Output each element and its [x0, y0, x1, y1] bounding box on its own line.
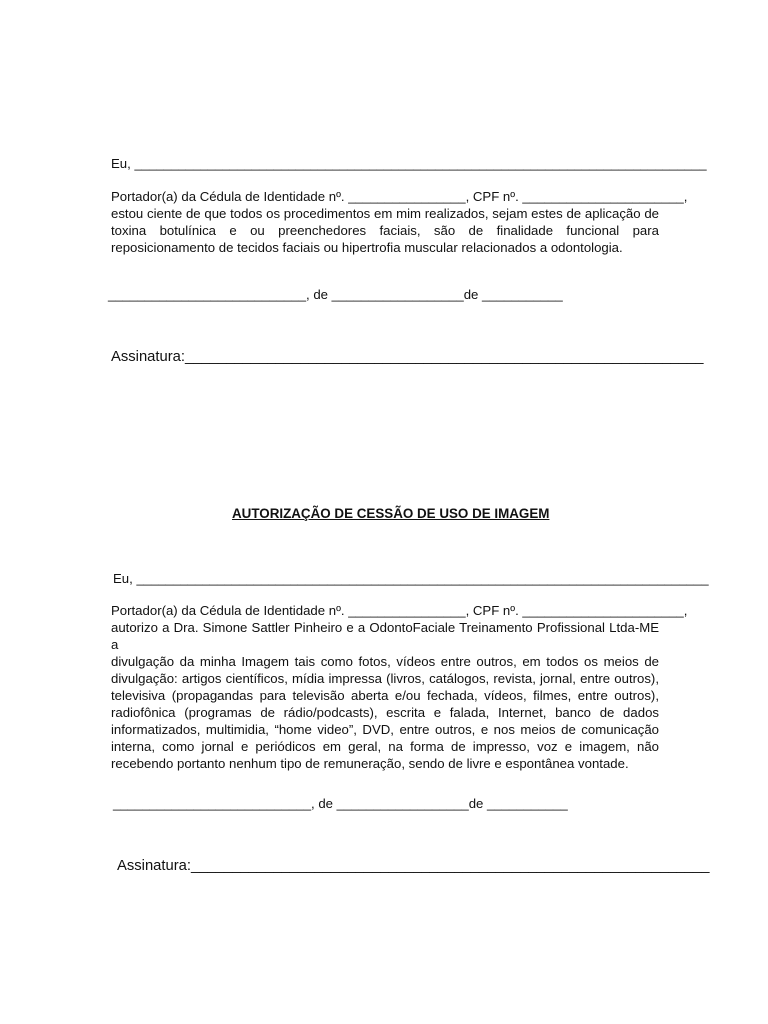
s1-body-line: toxina botulínica e ou preenchedores faciais, são de finalidade funcional para	[111, 223, 659, 238]
s2-body-paragraph	[111, 619, 659, 772]
s2-date-line: ___________________________, de __________________de ___________	[113, 796, 568, 811]
s1-body-paragraph	[111, 205, 659, 256]
s2-body-line: radiofônica (programas de rádio/podcasts), escrita e falada, Internet, banco de dados	[111, 705, 659, 720]
s2-body-line: interna, como jornal e periódicos em geral, na forma de impresso, voz e imagem, não	[111, 739, 659, 754]
s2-portador-line: Portador(a) da Cédula de Identidade nº. ________________, CPF nº. ______________________,	[111, 603, 688, 618]
s2-eu-line: Eu, ______________________________________________________________________________	[113, 571, 709, 586]
s2-body-line: informatizados, multimidia, “home video”, DVD, entre outros, e nos meios de comunicação	[111, 722, 659, 737]
s2-body-line: autorizo a Dra. Simone Sattler Pinheiro e a OdontoFaciale Treinamento Profissional Ltda-ME a	[111, 620, 659, 652]
s2-signature-line: Assinatura:_______________________________________________________________	[117, 858, 710, 874]
s2-body-line: televisiva (propagandas para televisão aberta e/ou fechada, vídeos, filmes, entre outros),	[111, 688, 659, 703]
s1-body-line: estou ciente de que todos os procedimentos em mim realizados, sejam estes de aplicação de	[111, 206, 659, 221]
s2-body-line: divulgação: artigos científicos, mídia impressa (livros, catálogos, revista, jornal, entre outros),	[111, 671, 659, 686]
s2-body-line: recebendo portanto nenhum tipo de remuneração, sendo de livre e espontânea vontade.	[111, 756, 629, 771]
s2-title: AUTORIZAÇÃO DE CESSÃO DE USO DE IMAGEM	[232, 506, 550, 521]
s1-eu-line: Eu, ______________________________________________________________________________	[111, 156, 707, 171]
s1-date-line: ___________________________, de __________________de ___________	[108, 287, 563, 302]
s2-body-line: divulgação da minha Imagem tais como fotos, vídeos entre outros, em todos os meios de	[111, 654, 659, 669]
s1-body-line: reposicionamento de tecidos faciais ou hipertrofia muscular relacionados a odontologia.	[111, 240, 623, 255]
s1-signature-line: Assinatura:_______________________________________________________________	[111, 349, 704, 365]
s1-portador-line: Portador(a) da Cédula de Identidade nº. ________________, CPF nº. ______________________,	[111, 189, 688, 204]
